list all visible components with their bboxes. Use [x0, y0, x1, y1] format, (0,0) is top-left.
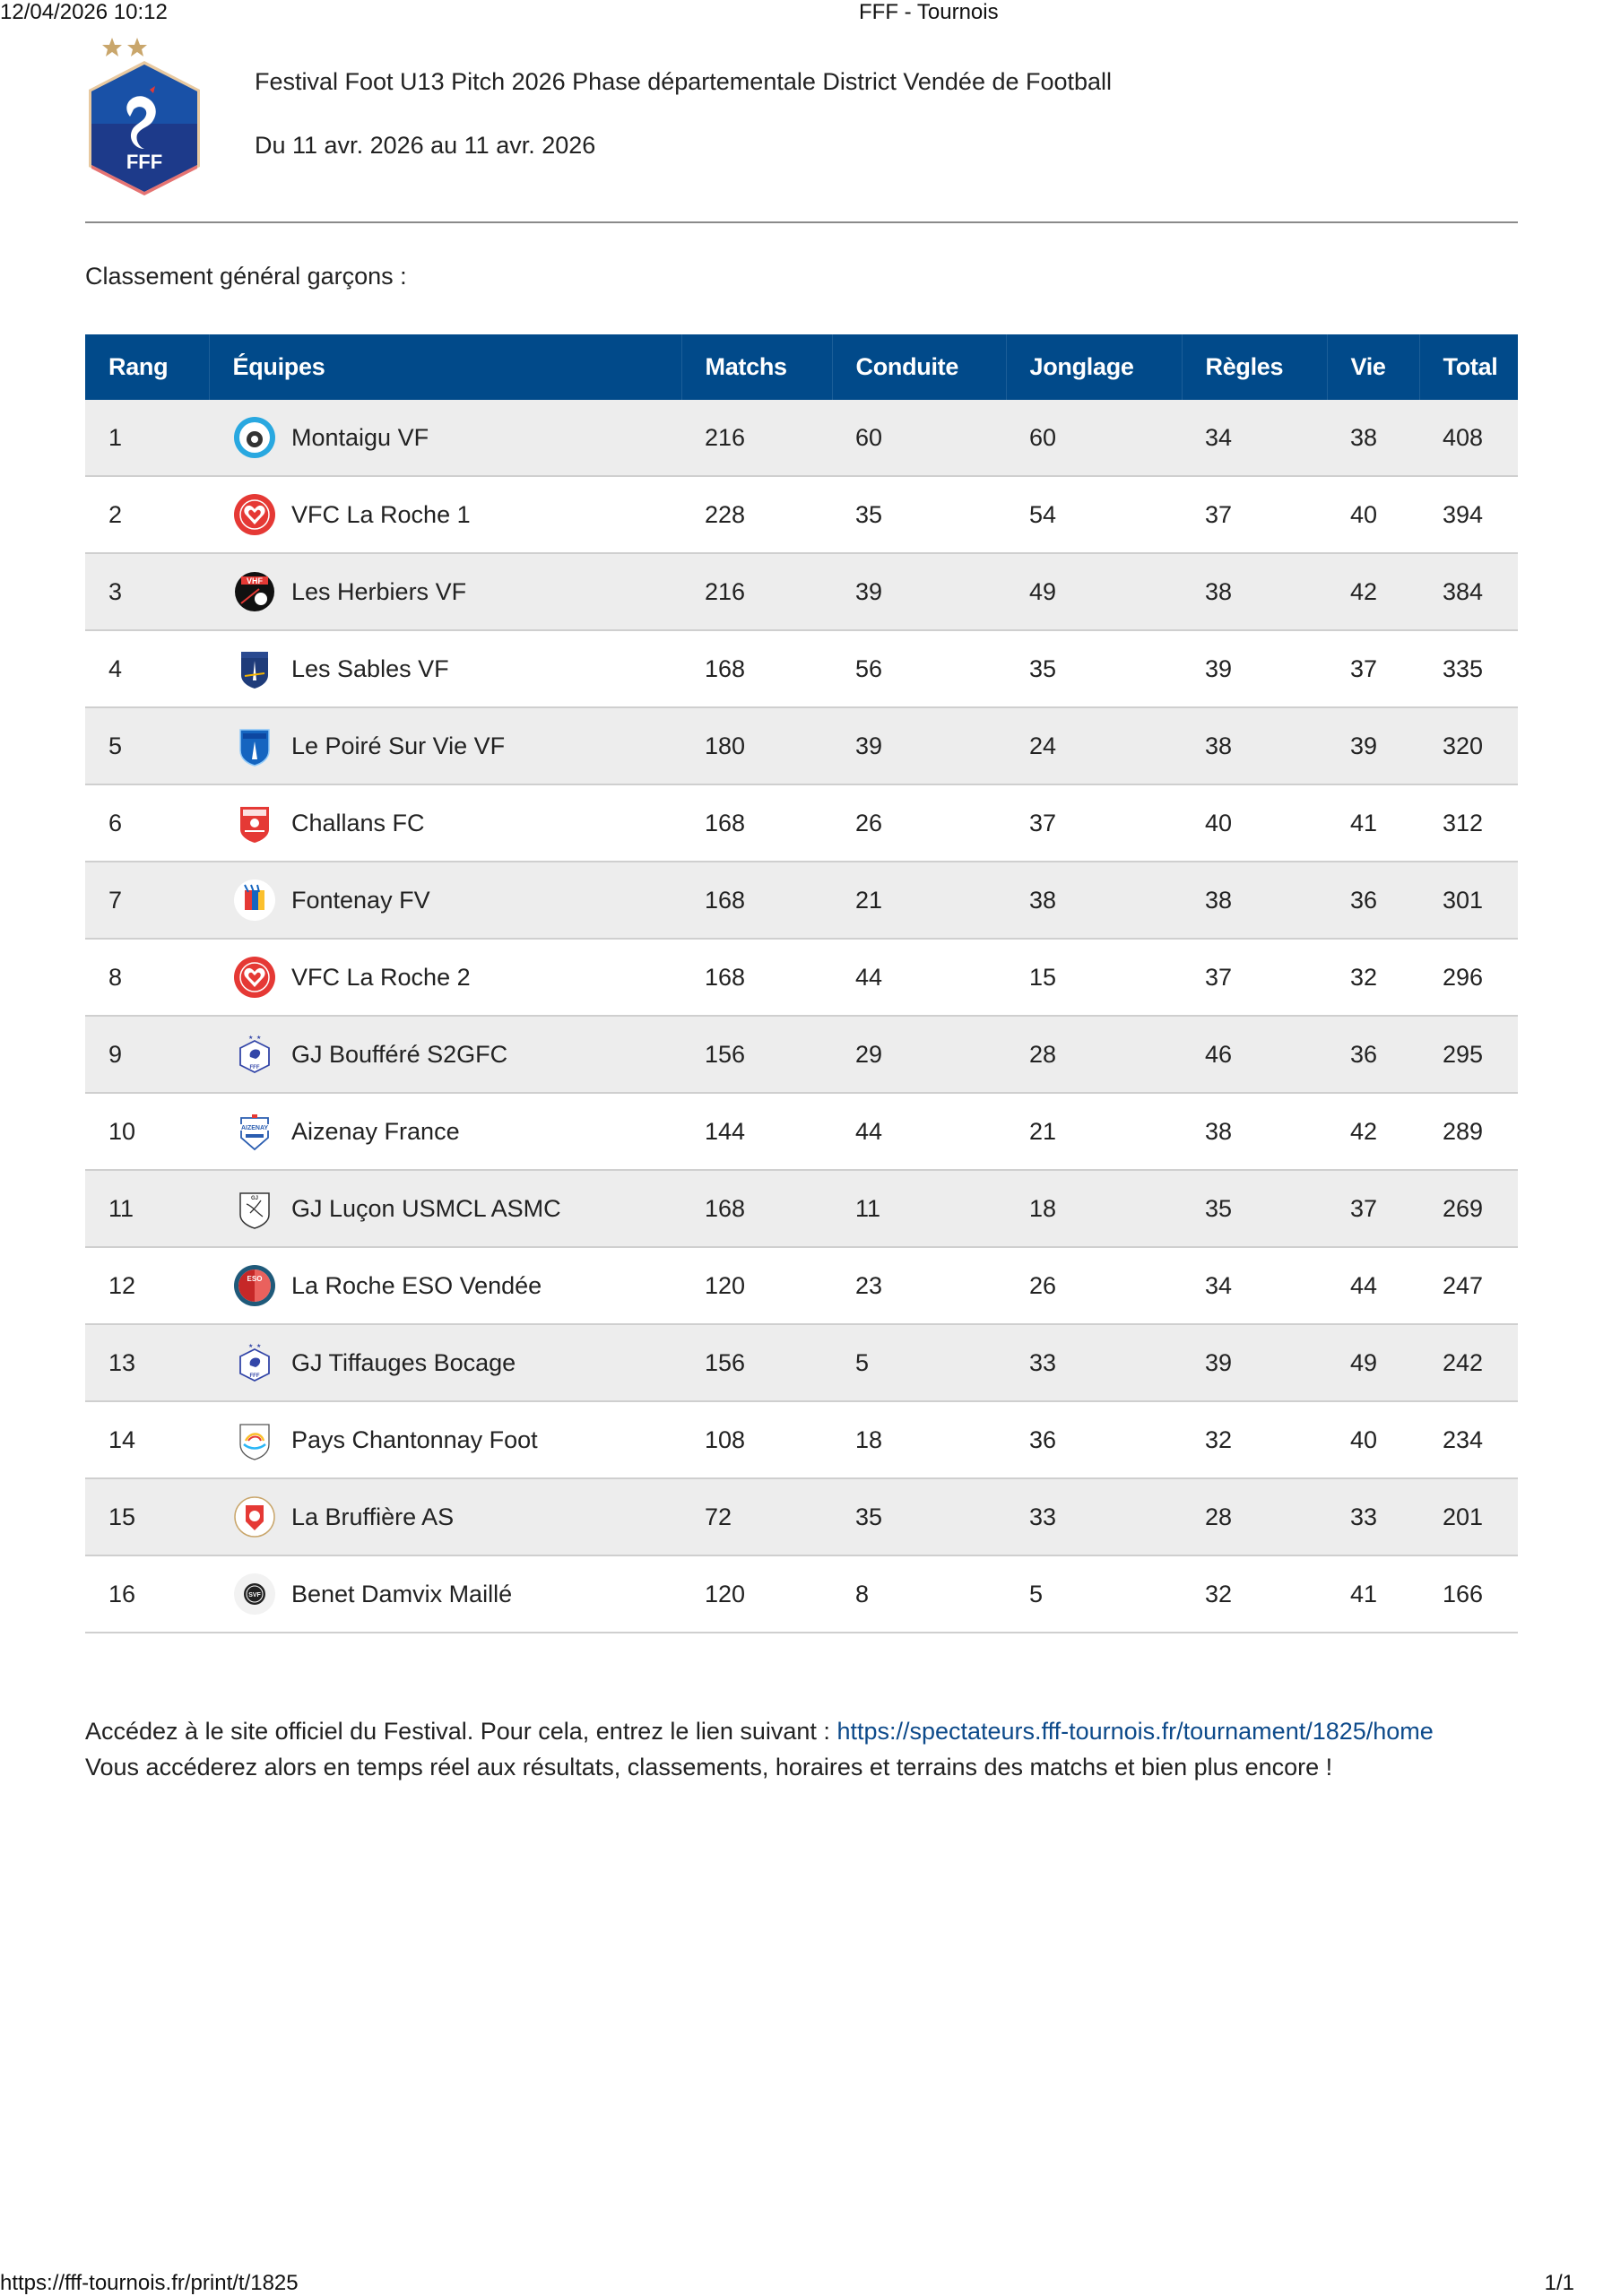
- print-footer: [0, 2271, 1612, 2295]
- svg-text:★: ★: [256, 1344, 262, 1349]
- team-cell: [232, 569, 681, 614]
- svg-text:★: ★: [248, 1344, 254, 1349]
- column-header-regles: Règles: [1182, 334, 1327, 400]
- cell-total: 312: [1419, 784, 1518, 862]
- cell-regles: 46: [1182, 1016, 1327, 1093]
- cell-matchs: 120: [681, 1247, 832, 1324]
- cell-rank: 6: [85, 784, 209, 862]
- cell-total: 166: [1419, 1555, 1518, 1633]
- cell-conduite: 44: [832, 939, 1006, 1016]
- team-cell: [232, 723, 681, 768]
- fff-logo: [85, 34, 204, 195]
- table-row: [85, 1555, 1518, 1633]
- cell-jonglage: 18: [1006, 1170, 1182, 1247]
- cell-conduite: 29: [832, 1016, 1006, 1093]
- cell-jonglage: 15: [1006, 939, 1182, 1016]
- section-label: Classement général garçons :: [85, 263, 407, 290]
- cell-conduite: 26: [832, 784, 1006, 862]
- table-row: [85, 1401, 1518, 1478]
- table-row: [85, 862, 1518, 939]
- cell-total: 335: [1419, 630, 1518, 707]
- team-name: Benet Damvix Maillé: [291, 1580, 513, 1607]
- cell-jonglage: 33: [1006, 1324, 1182, 1401]
- cell-regles: 38: [1182, 862, 1327, 939]
- cell-regles: 38: [1182, 707, 1327, 784]
- cell-team: [209, 784, 681, 862]
- cell-matchs: 168: [681, 784, 832, 862]
- cell-conduite: 56: [832, 630, 1006, 707]
- cell-team: [209, 1247, 681, 1324]
- aizenay-crest-icon: [232, 1109, 277, 1154]
- cell-jonglage: 5: [1006, 1555, 1182, 1633]
- svg-text:AIZENAY: AIZENAY: [240, 1125, 269, 1131]
- team-name: Fontenay FV: [291, 886, 430, 914]
- cell-regles: 38: [1182, 1093, 1327, 1170]
- cell-regles: 37: [1182, 476, 1327, 553]
- cell-vie: 44: [1327, 1247, 1419, 1324]
- cell-conduite: 5: [832, 1324, 1006, 1401]
- svg-text:★: ★: [248, 1035, 254, 1041]
- challans-crest-icon: [232, 801, 277, 845]
- print-header: [0, 0, 1612, 27]
- montaigu-crest-icon: [232, 415, 277, 460]
- footer-intro: Accédez à le site officiel du Festival. Pour cela, entrez le lien suivant :: [85, 1718, 837, 1745]
- team-cell: [232, 415, 681, 460]
- cell-matchs: 168: [681, 1170, 832, 1247]
- cell-total: 247: [1419, 1247, 1518, 1324]
- table-row: [85, 1170, 1518, 1247]
- cell-total: 384: [1419, 553, 1518, 630]
- sables-crest-icon: [232, 646, 277, 691]
- print-datetime: 12/04/2026 10:12: [0, 0, 168, 24]
- cell-conduite: 44: [832, 1093, 1006, 1170]
- team-cell: [232, 1186, 681, 1231]
- cell-vie: 33: [1327, 1478, 1419, 1555]
- team-cell: [232, 1032, 681, 1077]
- cell-total: 320: [1419, 707, 1518, 784]
- print-url: https://fff-tournois.fr/print/t/1825: [0, 2271, 299, 2295]
- cell-matchs: 72: [681, 1478, 832, 1555]
- print-title: FFF - Tournois: [859, 0, 999, 24]
- cell-team: [209, 400, 681, 476]
- svg-text:★: ★: [256, 1035, 262, 1041]
- table-row: [85, 1093, 1518, 1170]
- cell-team: [209, 707, 681, 784]
- cell-rank: 4: [85, 630, 209, 707]
- cell-total: 269: [1419, 1170, 1518, 1247]
- cell-total: 394: [1419, 476, 1518, 553]
- cell-matchs: 216: [681, 400, 832, 476]
- cell-matchs: 120: [681, 1555, 832, 1633]
- cell-matchs: 216: [681, 553, 832, 630]
- team-name: Challans FC: [291, 809, 425, 836]
- table-row: [85, 939, 1518, 1016]
- cell-rank: 10: [85, 1093, 209, 1170]
- cell-jonglage: 49: [1006, 553, 1182, 630]
- cell-vie: 37: [1327, 630, 1419, 707]
- team-cell: [232, 878, 681, 923]
- cell-conduite: 39: [832, 553, 1006, 630]
- team-name: La Roche ESO Vendée: [291, 1271, 542, 1299]
- cell-vie: 41: [1327, 784, 1419, 862]
- vfc-heart-crest-icon: [232, 492, 277, 537]
- event-title: Festival Foot U13 Pitch 2026 Phase départementale District Vendée de Football: [255, 68, 1113, 95]
- cell-team: [209, 1016, 681, 1093]
- cell-regles: 34: [1182, 400, 1327, 476]
- cell-conduite: 21: [832, 862, 1006, 939]
- team-cell: [232, 955, 681, 1000]
- column-header-rang: Rang: [85, 334, 209, 400]
- fff-outline-crest-icon: [232, 1032, 277, 1077]
- cell-conduite: 18: [832, 1401, 1006, 1478]
- poire-crest-icon: [232, 723, 277, 768]
- team-cell: [232, 1263, 681, 1308]
- footer-text: [85, 1713, 1434, 1785]
- cell-team: [209, 862, 681, 939]
- lucon-crest-icon: [232, 1186, 277, 1231]
- team-name: Aizenay France: [291, 1117, 460, 1145]
- cell-matchs: 180: [681, 707, 832, 784]
- table-row: [85, 476, 1518, 553]
- cell-jonglage: 37: [1006, 784, 1182, 862]
- team-name: Le Poiré Sur Vie VF: [291, 732, 506, 759]
- cell-vie: 49: [1327, 1324, 1419, 1401]
- cell-regles: 28: [1182, 1478, 1327, 1555]
- cell-jonglage: 36: [1006, 1401, 1182, 1478]
- team-cell: [232, 646, 681, 691]
- page-number: 1/1: [1544, 2271, 1574, 2295]
- svg-text:GJ: GJ: [250, 1196, 259, 1201]
- cell-vie: 42: [1327, 1093, 1419, 1170]
- cell-jonglage: 60: [1006, 400, 1182, 476]
- cell-vie: 41: [1327, 1555, 1419, 1633]
- cell-rank: 1: [85, 400, 209, 476]
- benet-crest-icon: [232, 1572, 277, 1616]
- star-icon: [102, 38, 122, 56]
- cell-regles: 40: [1182, 784, 1327, 862]
- team-cell: [232, 801, 681, 845]
- cell-conduite: 8: [832, 1555, 1006, 1633]
- cell-matchs: 228: [681, 476, 832, 553]
- team-name: Montaigu VF: [291, 423, 429, 451]
- cell-rank: 16: [85, 1555, 209, 1633]
- footer-line-1: [85, 1713, 1434, 1749]
- team-name: GJ Boufféré S2GFC: [291, 1040, 508, 1068]
- cell-conduite: 39: [832, 707, 1006, 784]
- footer-line-2: Vous accéderez alors en temps réel aux résultats, classements, horaires et terrains des matchs et bien plus encore !: [85, 1754, 1333, 1780]
- cell-total: 408: [1419, 400, 1518, 476]
- divider: [85, 221, 1518, 223]
- cell-regles: 39: [1182, 630, 1327, 707]
- fontenay-crest-icon: [232, 878, 277, 923]
- cell-total: 301: [1419, 862, 1518, 939]
- svg-text:ESO: ESO: [247, 1275, 263, 1283]
- table-row: [85, 1016, 1518, 1093]
- cell-rank: 13: [85, 1324, 209, 1401]
- column-header-matchs: Matchs: [681, 334, 832, 400]
- cell-vie: 38: [1327, 400, 1419, 476]
- column-header-jonglage: Jonglage: [1006, 334, 1182, 400]
- cell-matchs: 168: [681, 630, 832, 707]
- cell-conduite: 35: [832, 1478, 1006, 1555]
- cell-team: [209, 939, 681, 1016]
- team-cell: [232, 1572, 681, 1616]
- table-header-row: [85, 334, 1518, 400]
- cell-jonglage: 21: [1006, 1093, 1182, 1170]
- cell-regles: 32: [1182, 1555, 1327, 1633]
- cell-total: 242: [1419, 1324, 1518, 1401]
- cell-matchs: 168: [681, 939, 832, 1016]
- cell-vie: 42: [1327, 553, 1419, 630]
- cell-conduite: 35: [832, 476, 1006, 553]
- cell-rank: 7: [85, 862, 209, 939]
- eso-crest-icon: [232, 1263, 277, 1308]
- column-header-total: Total: [1419, 334, 1518, 400]
- cell-team: [209, 1555, 681, 1633]
- cell-rank: 2: [85, 476, 209, 553]
- cell-team: [209, 1093, 681, 1170]
- cell-regles: 38: [1182, 553, 1327, 630]
- herbiers-crest-icon: [232, 569, 277, 614]
- cell-vie: 40: [1327, 476, 1419, 553]
- cell-conduite: 23: [832, 1247, 1006, 1324]
- svg-text:FFF: FFF: [249, 1373, 260, 1379]
- cell-total: 289: [1419, 1093, 1518, 1170]
- bruffiere-crest-icon: [232, 1495, 277, 1539]
- table-row: [85, 1324, 1518, 1401]
- cell-matchs: 168: [681, 862, 832, 939]
- event-dates: Du 11 avr. 2026 au 11 avr. 2026: [255, 132, 596, 159]
- cell-regles: 35: [1182, 1170, 1327, 1247]
- column-header-equipes: Équipes: [209, 334, 681, 400]
- cell-rank: 9: [85, 1016, 209, 1093]
- fff-outline-crest-icon: [232, 1340, 277, 1385]
- cell-total: 296: [1419, 939, 1518, 1016]
- cell-team: [209, 476, 681, 553]
- cell-matchs: 156: [681, 1016, 832, 1093]
- cell-jonglage: 35: [1006, 630, 1182, 707]
- cell-total: 295: [1419, 1016, 1518, 1093]
- team-name: GJ Luçon USMCL ASMC: [291, 1194, 561, 1222]
- cell-total: 234: [1419, 1401, 1518, 1478]
- cell-jonglage: 24: [1006, 707, 1182, 784]
- cell-total: 201: [1419, 1478, 1518, 1555]
- cell-team: [209, 1324, 681, 1401]
- cell-rank: 5: [85, 707, 209, 784]
- table-row: [85, 707, 1518, 784]
- table-row: [85, 784, 1518, 862]
- team-cell: [232, 1417, 681, 1462]
- team-name: Les Herbiers VF: [291, 577, 467, 605]
- cell-conduite: 60: [832, 400, 1006, 476]
- team-cell: [232, 1109, 681, 1154]
- cell-jonglage: 26: [1006, 1247, 1182, 1324]
- team-name: Les Sables VF: [291, 654, 449, 682]
- cell-rank: 3: [85, 553, 209, 630]
- star-icon: [127, 38, 147, 56]
- team-name: Pays Chantonnay Foot: [291, 1425, 538, 1453]
- cell-rank: 15: [85, 1478, 209, 1555]
- cell-matchs: 156: [681, 1324, 832, 1401]
- cell-vie: 36: [1327, 862, 1419, 939]
- team-name: VFC La Roche 2: [291, 963, 471, 991]
- table-row: [85, 1478, 1518, 1555]
- cell-team: [209, 1401, 681, 1478]
- cell-matchs: 108: [681, 1401, 832, 1478]
- svg-text:VHF: VHF: [247, 576, 263, 585]
- team-name: VFC La Roche 1: [291, 500, 471, 528]
- ranking-table: [85, 334, 1518, 1633]
- tournament-link[interactable]: https://spectateurs.fff-tournois.fr/tournament/1825/home: [836, 1718, 1434, 1745]
- cell-rank: 14: [85, 1401, 209, 1478]
- cell-regles: 39: [1182, 1324, 1327, 1401]
- svg-text:SVF: SVF: [248, 1592, 261, 1599]
- cell-rank: 11: [85, 1170, 209, 1247]
- cell-regles: 34: [1182, 1247, 1327, 1324]
- cell-team: [209, 553, 681, 630]
- svg-text:FFF: FFF: [249, 1065, 260, 1070]
- table-row: [85, 1247, 1518, 1324]
- cell-team: [209, 1170, 681, 1247]
- cell-matchs: 144: [681, 1093, 832, 1170]
- logo-text: FFF: [126, 151, 163, 173]
- cell-vie: 32: [1327, 939, 1419, 1016]
- cell-jonglage: 33: [1006, 1478, 1182, 1555]
- cell-jonglage: 54: [1006, 476, 1182, 553]
- table-row: [85, 553, 1518, 630]
- column-header-vie: Vie: [1327, 334, 1419, 400]
- team-name: GJ Tiffauges Bocage: [291, 1348, 516, 1376]
- cell-vie: 36: [1327, 1016, 1419, 1093]
- column-header-conduite: Conduite: [832, 334, 1006, 400]
- team-cell: [232, 1340, 681, 1385]
- cell-regles: 32: [1182, 1401, 1327, 1478]
- cell-team: [209, 630, 681, 707]
- team-cell: [232, 492, 681, 537]
- table-row: [85, 630, 1518, 707]
- chantonnay-crest-icon: [232, 1417, 277, 1462]
- cell-team: [209, 1478, 681, 1555]
- cell-vie: 37: [1327, 1170, 1419, 1247]
- cell-rank: 12: [85, 1247, 209, 1324]
- cell-rank: 8: [85, 939, 209, 1016]
- table-row: [85, 400, 1518, 476]
- cell-jonglage: 38: [1006, 862, 1182, 939]
- team-cell: [232, 1495, 681, 1539]
- cell-vie: 39: [1327, 707, 1419, 784]
- vfc-heart-crest-icon: [232, 955, 277, 1000]
- team-name: La Bruffière AS: [291, 1503, 455, 1530]
- cell-conduite: 11: [832, 1170, 1006, 1247]
- cell-vie: 40: [1327, 1401, 1419, 1478]
- cell-jonglage: 28: [1006, 1016, 1182, 1093]
- cell-regles: 37: [1182, 939, 1327, 1016]
